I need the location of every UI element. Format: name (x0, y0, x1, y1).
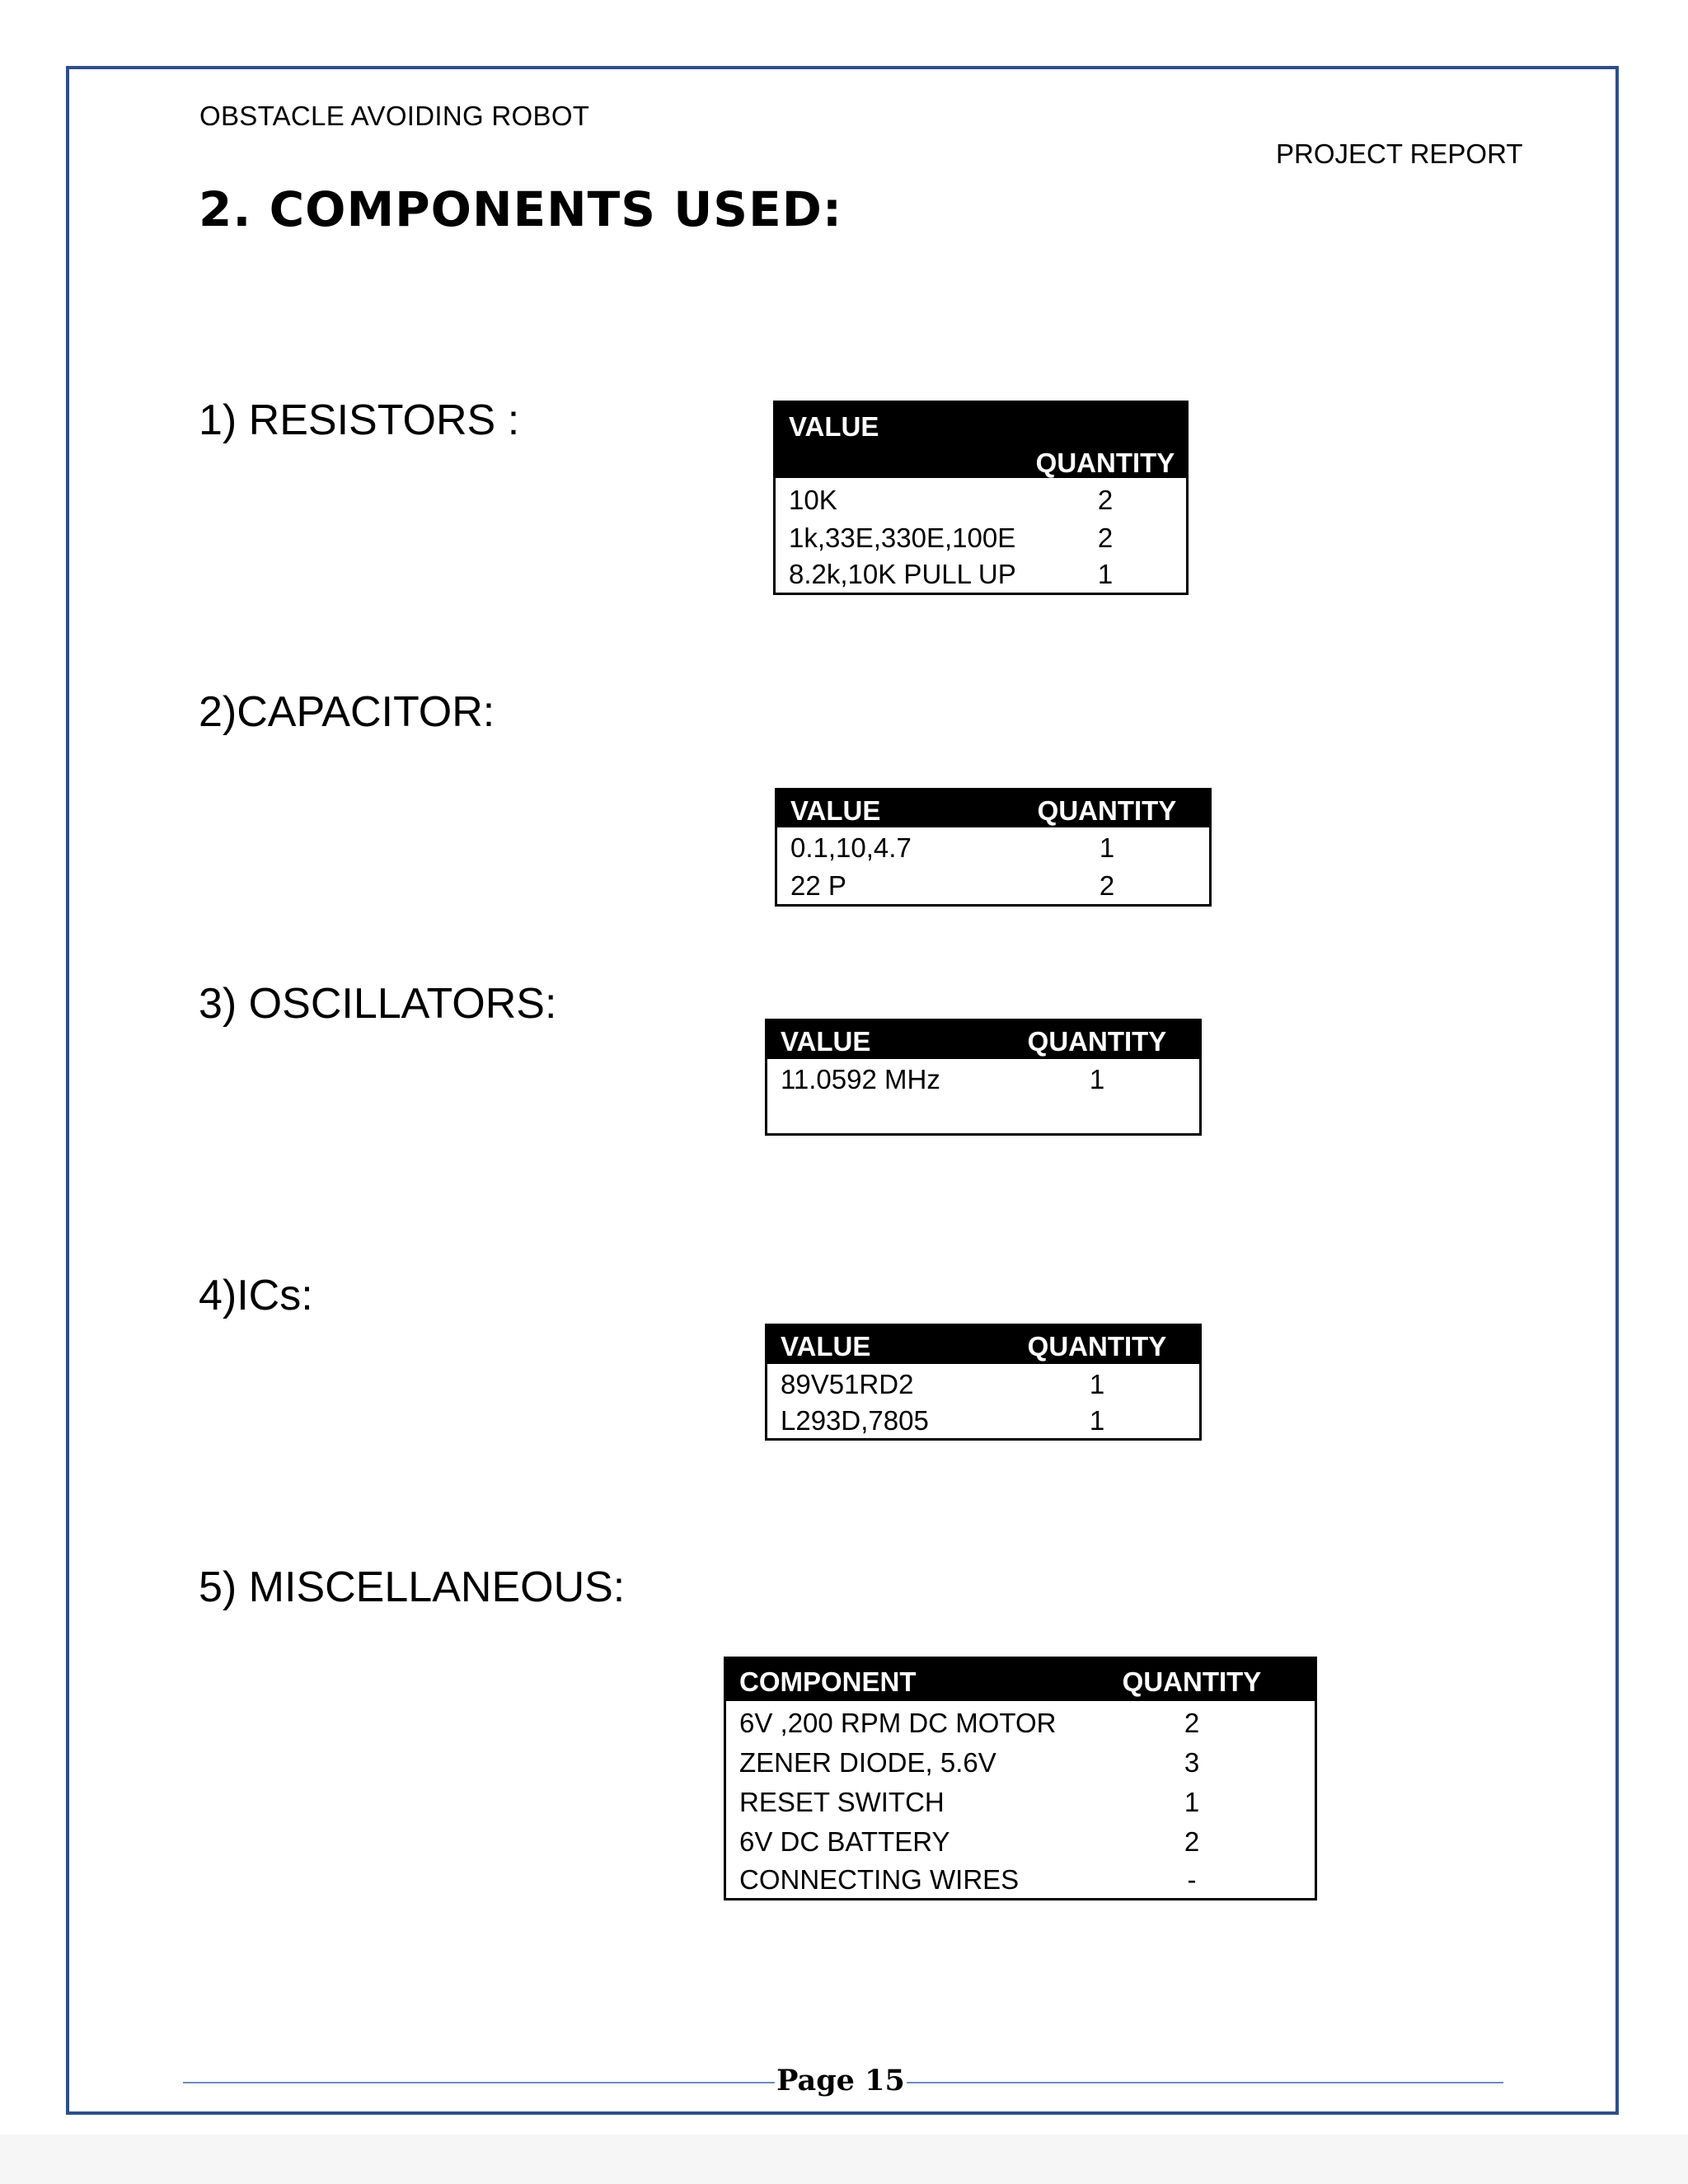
table-header (767, 1326, 1199, 1364)
column-header-quantity: QUANTITY (1027, 1026, 1167, 1057)
cell-quantity: 2 (1184, 1826, 1200, 1857)
column-header-quantity: QUANTITY (1122, 1666, 1262, 1697)
cell-value: 10K (789, 485, 837, 515)
column-header-quantity: QUANTITY (1027, 1331, 1167, 1361)
column-header-value: VALUE (789, 411, 879, 442)
cell-quantity: 3 (1184, 1747, 1200, 1778)
table-row (726, 1859, 1315, 1899)
cell-quantity: 2 (1097, 523, 1114, 553)
cell-quantity: 1 (1089, 1064, 1105, 1094)
section-heading-ics: 4)ICs: (199, 1272, 313, 1319)
table-header (767, 1021, 1199, 1059)
cell-value: 0.1,10,4.7 (790, 832, 912, 863)
ics-table (765, 1324, 1202, 1441)
table-row (777, 827, 1209, 865)
footer-rule-left (183, 2082, 776, 2083)
table-row (726, 1780, 1315, 1820)
cell-quantity: 2 (1097, 485, 1114, 515)
cell-quantity: 1 (1184, 1787, 1200, 1817)
section-heading-miscellaneous: 5) MISCELLANEOUS: (199, 1563, 626, 1611)
cell-quantity: 1 (1099, 832, 1115, 863)
cell-value: 22 P (790, 870, 846, 901)
cell-value: 8.2k,10K PULL UP (789, 559, 1016, 589)
table-row (726, 1741, 1315, 1780)
miscellaneous-table (724, 1657, 1317, 1900)
cell-quantity: 1 (1097, 559, 1114, 589)
column-header-quantity: QUANTITY (1035, 448, 1175, 478)
table-row (776, 554, 1186, 592)
cell-value: 11.0592 MHz (781, 1064, 940, 1094)
table-row (777, 865, 1209, 903)
table-row (776, 478, 1186, 516)
page-number: Page 15 (775, 2064, 907, 2097)
header-report-label: PROJECT REPORT (1276, 138, 1523, 169)
capacitor-table (775, 788, 1212, 907)
resistors-table (773, 401, 1189, 595)
cell-component: RESET SWITCH (739, 1787, 945, 1817)
cell-quantity: 2 (1184, 1708, 1200, 1738)
cell-value: L293D,7805 (781, 1405, 929, 1436)
page-title: 2. COMPONENTS USED: (199, 181, 843, 237)
cell-component: CONNECTING WIRES (739, 1864, 1020, 1895)
table-header (726, 1659, 1315, 1701)
section-heading-resistors: 1) RESISTORS : (199, 396, 520, 444)
table-row (726, 1701, 1315, 1741)
section-heading-oscillators: 3) OSCILLATORS: (199, 980, 557, 1028)
column-header-quantity: QUANTITY (1037, 795, 1177, 826)
table-row (726, 1820, 1315, 1859)
header-project-name: OBSTACLE AVOIDING ROBOT (199, 101, 590, 131)
column-header-component: COMPONENT (739, 1666, 917, 1697)
table-header (777, 790, 1209, 827)
cell-value: 89V51RD2 (781, 1369, 914, 1399)
cell-value: 1k,33E,330E,100E (789, 523, 1016, 553)
cell-quantity: 2 (1099, 870, 1115, 901)
column-header-value: VALUE (790, 795, 881, 826)
table-row (767, 1402, 1199, 1440)
cell-component: ZENER DIODE, 5.6V (739, 1747, 996, 1778)
column-header-value: VALUE (781, 1026, 871, 1057)
cell-quantity: 1 (1089, 1369, 1105, 1399)
oscillators-table (765, 1019, 1202, 1136)
cell-quantity: 1 (1089, 1405, 1105, 1436)
cell-component: 6V ,200 RPM DC MOTOR (739, 1708, 1057, 1738)
table-row (767, 1059, 1199, 1097)
column-header-value: VALUE (781, 1331, 871, 1361)
table-row (776, 516, 1186, 554)
section-heading-capacitor: 2)CAPACITOR: (199, 688, 495, 736)
table-row (767, 1364, 1199, 1402)
table-header (776, 403, 1186, 478)
page-bottom-margin (0, 2135, 1688, 2184)
cell-component: 6V DC BATTERY (739, 1826, 950, 1857)
footer-rule-right (907, 2082, 1503, 2083)
cell-quantity: - (1187, 1864, 1197, 1895)
